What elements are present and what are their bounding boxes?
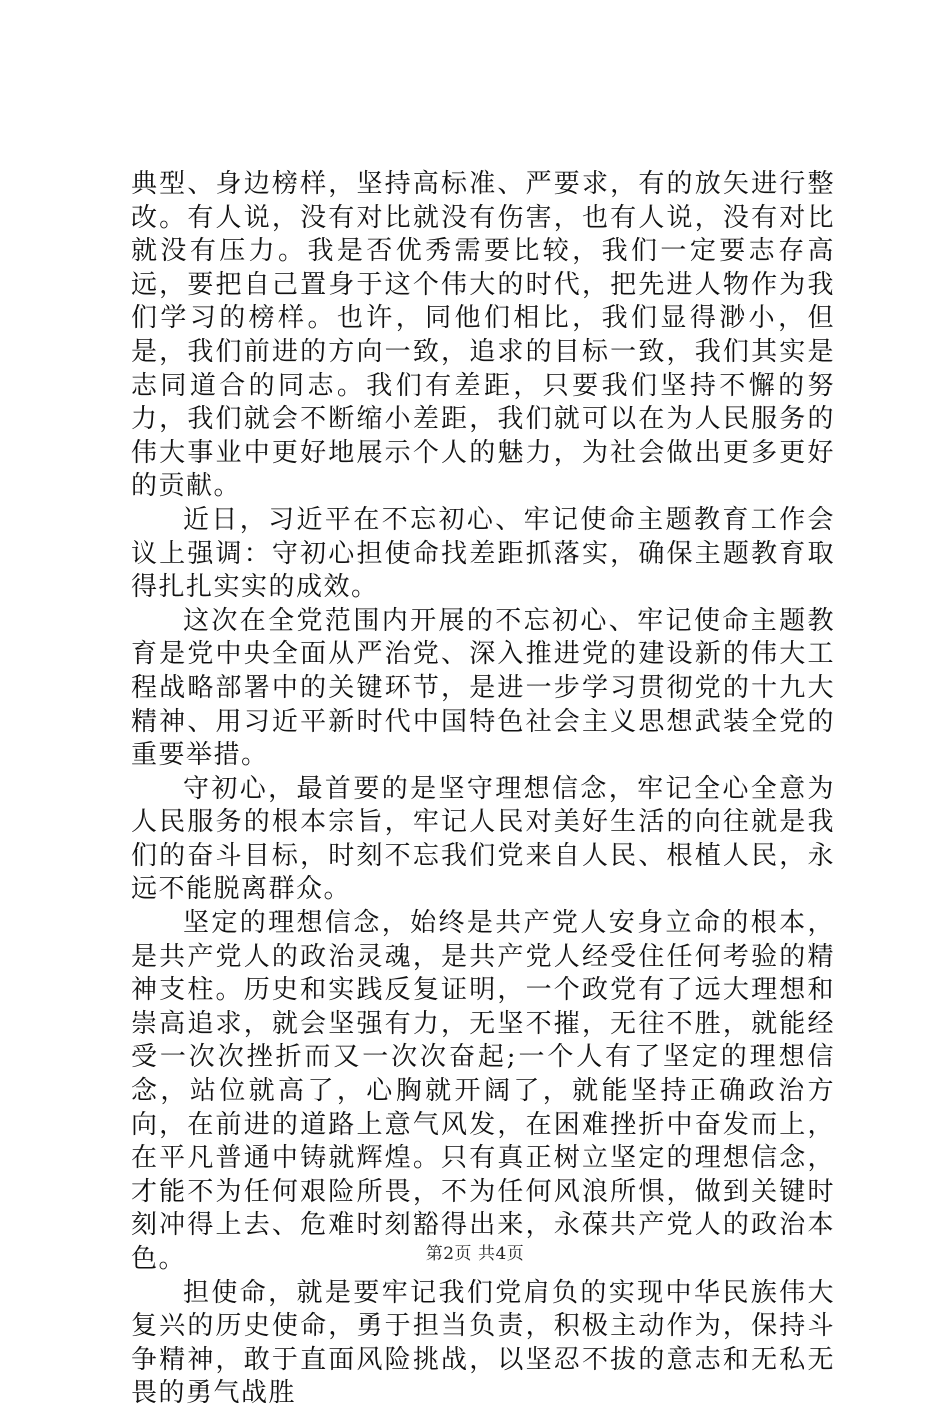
paragraph: 坚定的理想信念，始终是共产党人安身立命的根本，是共产党人的政治灵魂，是共产党人经受住任何考验的精神支柱。历史和实践反复证明，一个政党有了远大理想和崇高追求，就会坚强有力，无坚不摧，无往不胜，就能经受一次次挫折而又一次次奋起;一个人有了坚定的理想信念，站位就高了，心胸就开阔了，就能坚持正确政治方向，在前进的道路上意气风发，在困难挫折中奋发而上，在平凡普通中铸就辉煌。只有真正树立坚定的理想信念，才能不为任何艰险所畏，不为任何风浪所惧，做到关键时刻冲得上去、危难时刻豁得出来，永葆共产党人的政治本色。 <box>131 908 835 1274</box>
paragraph: 近日，习近平在不忘初心、牢记使命主题教育工作会议上强调：守初心担使命找差距抓落实，确保主题教育取得扎扎实实的成效。 <box>131 504 835 603</box>
document-body <box>131 168 835 1411</box>
page-number-footer: 第2页 共4页 <box>425 1244 525 1264</box>
paragraph: 守初心，最首要的是坚守理想信念，牢记全心全意为人民服务的根本宗旨，牢记人民对美好生活的向往就是我们的奋斗目标，时刻不忘我们党来自人民、根植人民，永远不能脱离群众。 <box>131 773 835 905</box>
paragraph: 这次在全党范围内开展的不忘初心、牢记使命主题教育是党中央全面从严治党、深入推进党的建设新的伟大工程战略部署中的关键环节，是进一步学习贯彻党的十九大精神、用习近平新时代中国特色社会主义思想武装全党的重要举措。 <box>131 605 835 771</box>
paragraph: 典型、身边榜样，坚持高标准、严要求，有的放矢进行整改。有人说，没有对比就没有伤害，也有人说，没有对比就没有压力。我是否优秀需要比较，我们一定要志存高远，要把自己置身于这个伟大的时代，把先进人物作为我们学习的榜样。也许，同他们相比，我们显得渺小，但是，我们前进的方向一致，追求的目标一致，我们其实是志同道合的同志。我们有差距，只要我们坚持不懈的努力，我们就会不断缩小差距，我们就可以在为人民服务的伟大事业中更好地展示个人的魅力，为社会做出更多更好的贡献。 <box>131 169 835 502</box>
paragraph: 担使命，就是要牢记我们党肩负的实现中华民族伟大复兴的历史使命，勇于担当负责，积极主动作为，保持斗争精神，敢于直面风险挑战，以坚忍不拔的意志和无私无畏的勇气战胜 <box>131 1277 835 1409</box>
